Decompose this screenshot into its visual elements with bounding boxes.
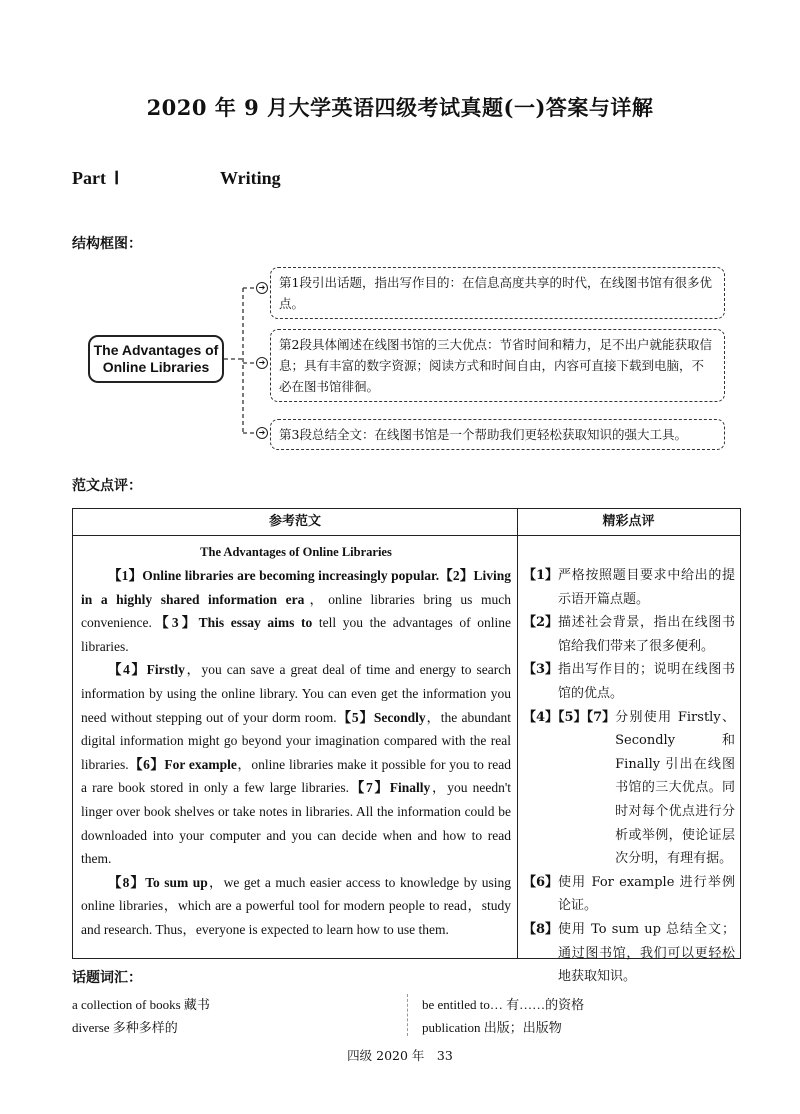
key-phrase: For example xyxy=(164,756,237,772)
essay-paragraph-1 xyxy=(81,564,511,658)
comment-tag: 【2】 xyxy=(523,615,559,631)
comment-tag: 【4】【5】【7】 xyxy=(523,709,616,725)
comment-text: 使用 For example 进行举例论证。 xyxy=(558,874,735,914)
comments-column xyxy=(523,564,735,989)
text: ，online libraries bring us much convenience. xyxy=(81,591,511,631)
comment-tag: 【3】 xyxy=(523,662,559,678)
page-title: 2020 年 9 月大学英语四级考试真题(一)答案与详解 xyxy=(146,95,654,120)
vocab-item: publication 出版；出版物 xyxy=(422,1020,562,1035)
vocab-divider xyxy=(407,994,408,1036)
key-phrase: This essay aims to xyxy=(198,615,313,631)
marker: 【4】 xyxy=(108,662,147,678)
key-sentence: Online libraries are becoming increasingly popular. xyxy=(142,568,440,583)
branch-node-1: 第1段引出话题，指出写作目的：在信息高度共享的时代，在线图书馆有很多优点。 xyxy=(270,267,725,319)
comment-item xyxy=(523,871,735,918)
column-divider xyxy=(517,509,518,958)
key-phrase: Finally xyxy=(389,780,431,796)
vocab-item: be entitled to… 有……的资格 xyxy=(422,997,585,1012)
key-phrase: Firstly xyxy=(146,662,185,678)
vocab-list-left xyxy=(72,993,210,1039)
root-node: The Advantages of Online Libraries xyxy=(88,335,224,383)
comment-tag: 【1】 xyxy=(523,568,559,583)
essay-paragraph-2 xyxy=(81,658,511,870)
branch-node-2: 第2段具体阐述在线图书馆的三大优点：节省时间和精力，足不出户就能获取信息；具有丰富的数字资源；阅读方式和时间自由，内容可直接下载到电脑，不必在图书馆徘徊。 xyxy=(270,329,725,402)
comment-text: 严格按照题目要求中给出的提示语开篇点题。 xyxy=(558,568,735,607)
key-phrase: Living in a highly shared information era xyxy=(81,568,512,607)
vocab-list-right xyxy=(422,993,584,1039)
structure-diagram xyxy=(0,0,800,470)
vocab-item: diverse 多种多样的 xyxy=(72,1020,178,1035)
comment-text: 使用 To sum up 总结全文；通过图书馆，我们可以更轻松地获取知识。 xyxy=(558,921,735,985)
comment-text: 指出写作目的；说明在线图书馆的优点。 xyxy=(558,662,735,701)
comment-item xyxy=(523,564,735,611)
key-phrase: To sum up xyxy=(145,874,208,890)
comment-tag: 【6】 xyxy=(523,874,559,890)
text: ，you needn't linger over book shelves or take notes in libraries. All the information could be downloaded into your computer and you can decide when and how to read them. xyxy=(81,780,511,867)
marker: 【8】 xyxy=(108,874,146,890)
text: tell you the advantages of online libraries. xyxy=(81,615,512,654)
part-name: Writing xyxy=(220,168,281,188)
comment-item xyxy=(523,918,735,989)
comment-text: 描述社会背景，指出在线图书馆给我们带来了很多便利。 xyxy=(558,615,735,654)
branch-node-3: 第3段总结全文：在线图书馆是一个帮助我们更轻松获取知识的强大工具。 xyxy=(270,419,725,450)
arrow-icon: ➔ xyxy=(256,427,268,439)
page-footer: 四级 2020 年 33 xyxy=(347,1048,453,1063)
marker: 【5】 xyxy=(336,709,374,725)
essay-body xyxy=(81,541,511,942)
text: ，you can save a great deal of time and energy to search information by using the online library. You can even get the information you need without stepping out of your dorm room. xyxy=(81,662,511,725)
comment-item xyxy=(523,658,735,705)
essay-title: The Advantages of Online Libraries xyxy=(200,545,392,559)
header-comments: 精彩点评 xyxy=(602,514,655,529)
part-number: Ⅰ xyxy=(113,168,120,188)
marker: 【7】 xyxy=(349,780,390,796)
comment-text: 分别使用 Firstly、Secondly 和 Finally 引出在线图书馆的三大优点。同时对每个优点进行分析或举例，使论证层次分明，有理有据。 xyxy=(615,709,735,867)
marker: 【1】 xyxy=(108,568,143,583)
essay-paragraph-3 xyxy=(81,871,511,942)
marker: 【2】 xyxy=(439,568,474,583)
arrow-icon: ➔ xyxy=(256,357,268,369)
comment-item xyxy=(523,706,735,871)
vocab-item: a collection of books 藏书 xyxy=(72,997,210,1012)
marker: 【6】 xyxy=(128,756,165,772)
table-header xyxy=(73,509,740,536)
part-label: Part xyxy=(72,168,106,188)
text: ，we get a much easier access to knowledge by using online libraries，which are a powerful tool for modern people to read，study and research. Thus，everyone is expected to learn how to use them. xyxy=(81,874,511,937)
header-essay: 参考范文 xyxy=(268,514,321,529)
structure-label: 结构框图： xyxy=(72,236,142,252)
vocab-label: 话题词汇： xyxy=(72,970,142,986)
marker: 【3】 xyxy=(151,615,199,631)
comment-item xyxy=(523,611,735,658)
key-phrase: Secondly xyxy=(373,709,426,725)
arrow-icon: ➔ xyxy=(256,282,268,294)
text: ，online libraries make it possible for you to read a rare book stored in only a few large libraries. xyxy=(81,756,512,796)
text: ，the abundant digital information might go beyond your imagination compared with the real libraries. xyxy=(81,709,511,772)
review-label: 范文点评： xyxy=(72,478,142,494)
comment-tag: 【8】 xyxy=(523,921,559,937)
